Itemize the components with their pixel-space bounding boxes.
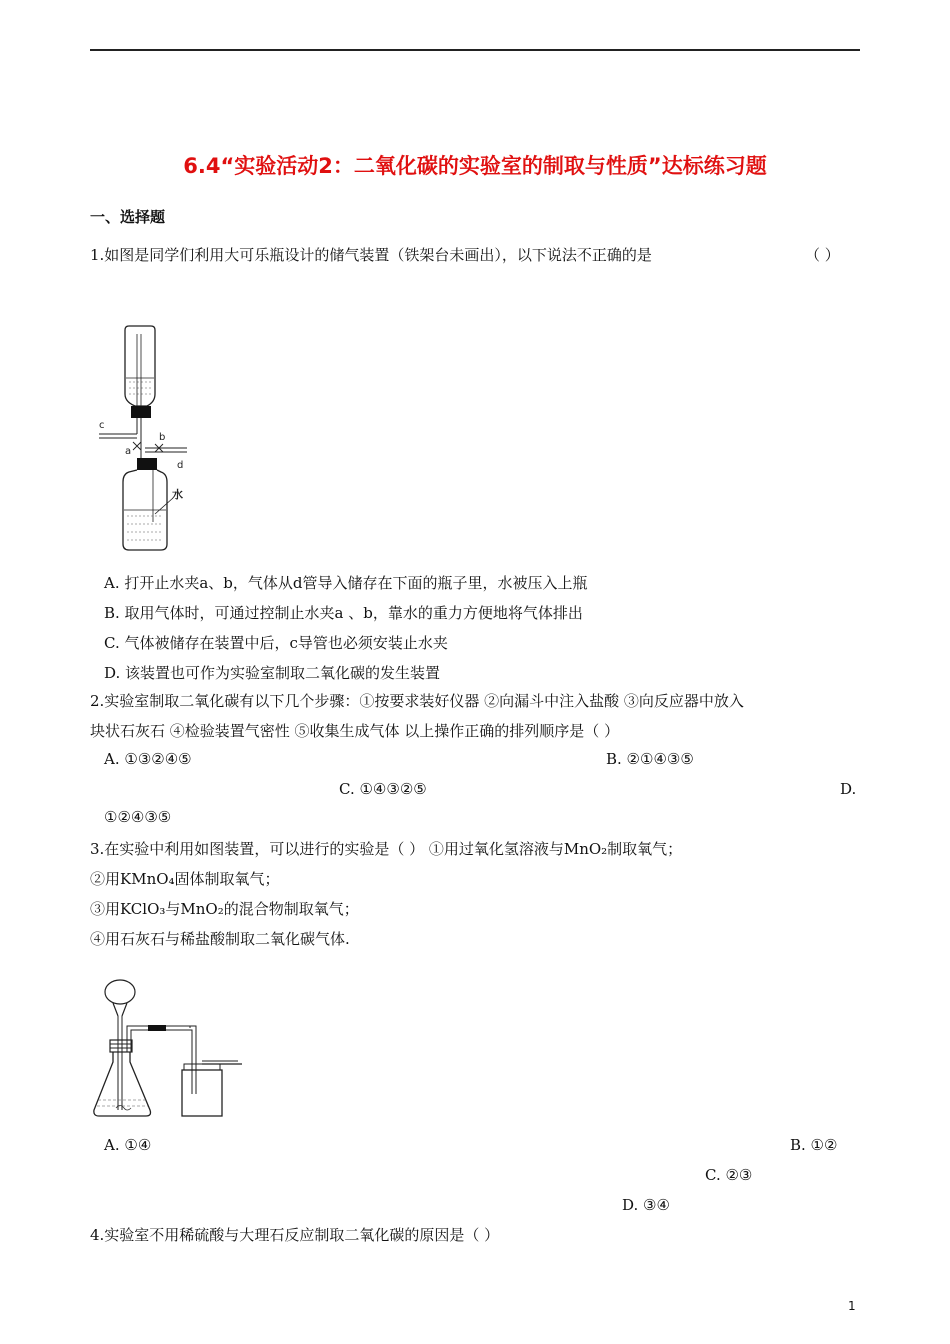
page-title: 6.4“实验活动2：二氧化碳的实验室的制取与性质”达标练习题 [183,154,767,178]
q2-option-c[interactable]: C. ①④③②⑤ [339,780,427,798]
q1-option-c[interactable]: C. 气体被储存在装置中后，c导管也必须安装止水夹 [104,634,448,652]
q3-stem-line1: 3.在实验中利用如图装置，可以进行的实验是（ ） ①用过氧化氢溶液与MnO₂制取氧气； [90,840,683,858]
q2-stem-line1: 2.实验室制取二氧化碳有以下几个步骤：①按要求装好仪器 ②向漏斗中注入盐酸 ③向反应器中放入 [90,692,744,710]
q2-option-d-value[interactable]: ①②④③⑤ [104,808,172,826]
q1-option-b[interactable]: B. 取用气体时，可通过控制止水夹a 、b，靠水的重力方便地将气体排出 [104,604,583,622]
q1-gas-storage-figure [95,322,215,554]
q2-option-b[interactable]: B. ②①④③⑤ [606,750,694,768]
q3-option-a[interactable]: A. ①④ [104,1136,152,1154]
q1-label-a: a [125,446,132,457]
header-rule [90,49,860,51]
q3-stem-line4: ④用石灰石与稀盐酸制取二氧化碳气体. [90,930,350,948]
q3-apparatus-figure [92,976,242,1122]
q1-label-b: b [159,432,166,443]
q3-stem-line3: ③用KClO₃与MnO₂的混合物制取氧气； [90,900,359,918]
q3-option-c[interactable]: C. ②③ [705,1166,753,1184]
q2-stem-line2: 块状石灰石 ④检验装置气密性 ⑤收集生成气体 以上操作正确的排列顺序是（ ） [90,722,620,740]
q3-option-b[interactable]: B. ①② [790,1136,838,1154]
section-heading: 一、选择题 [90,208,166,226]
q1-option-a[interactable]: A. 打开止水夹a、b，气体从d管导入储存在下面的瓶子里，水被压入上瓶 [104,574,588,592]
q4-stem: 4.实验室不用稀硫酸与大理石反应制取二氧化碳的原因是（ ） [90,1226,500,1244]
q1-label-water: 水 [172,488,183,501]
q1-label-c: c [99,420,105,431]
q1-label-d: d [177,460,184,471]
q2-option-a[interactable]: A. ①③②④⑤ [104,750,192,768]
q1-answer-paren: （ ） [805,246,840,264]
q2-option-d-label[interactable]: D. [840,780,857,798]
q3-stem-line2: ②用KMnO₄固体制取氧气； [90,870,280,888]
q1-stem: 1.如图是同学们利用大可乐瓶设计的储气装置（铁架台未画出），以下说法不正确的是 [90,246,652,264]
q1-option-d[interactable]: D. 该装置也可作为实验室制取二氧化碳的发生装置 [104,664,441,682]
page-number: 1 [848,1299,856,1313]
q3-option-d[interactable]: D. ③④ [622,1196,670,1214]
